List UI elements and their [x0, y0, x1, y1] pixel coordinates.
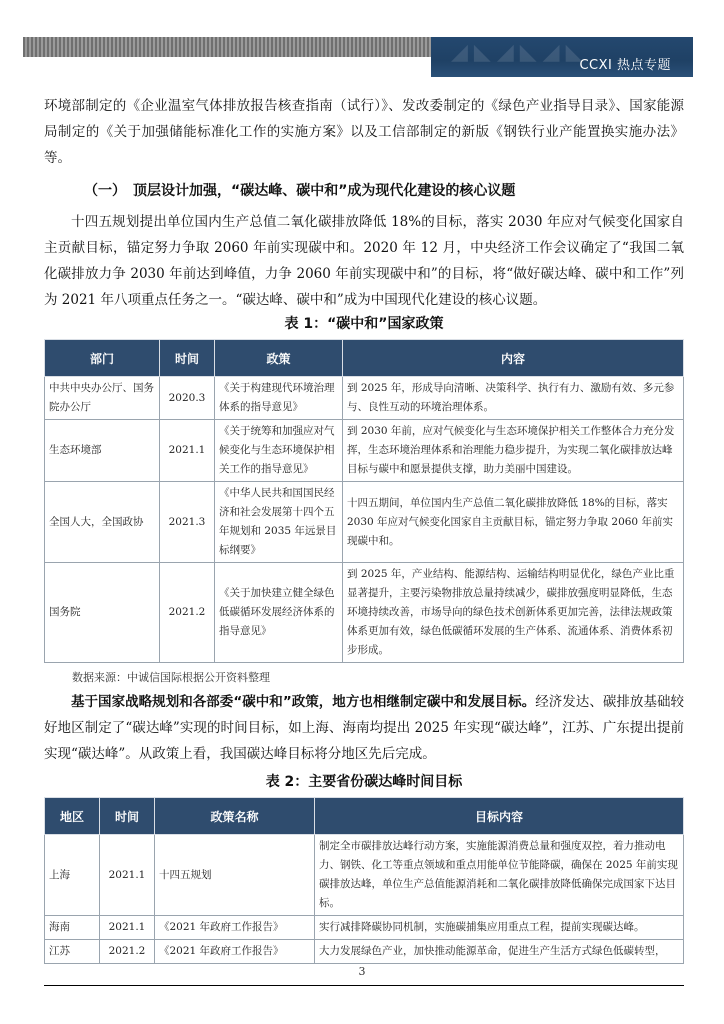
table-row — [45, 563, 684, 663]
table1-source: 数据来源：中诚信国际根据公开资料整理 — [72, 671, 270, 684]
table-cell-region: 上海 — [45, 835, 100, 916]
table1-header-cell: 部门 — [45, 340, 160, 377]
regional-lead: 基于国家战略规划和各部委“碳中和”政策，地方也相继制定碳中和发展目标。 — [71, 694, 536, 710]
table2-header-cell: 目标内容 — [315, 798, 684, 835]
table-cell-content: 到 2025 年，产业结构、能源结构、运输结构明显优化，绿色产业比重显著提升，主要污染物排放总量持续减少，碳排放强度明显降低，生态环境持续改善，市场导向的绿色技术创新体系更加完善，法律法规政策体系更加有效，绿色低碳循环发展的生产体系、流通体系、消费体系初步形成。 — [343, 563, 684, 663]
table-cell-dept: 国务院 — [45, 563, 160, 663]
table2 — [44, 797, 684, 964]
section-paragraph: 十四五规划提出单位国内生产总值二氧化碳排放降低 18%的目标，落实 2030 年应对气候变化国家自主贡献目标，锚定努力争取 2060 年前实现碳中和。2020 年 12 月，中央经济工作会议确定了“我国二氧化碳排放力争 2030 年前达到峰值，力争 2060 年前实现碳中和”的目标，将“做好碳达峰、碳中和工作”列为 2021 年八项重点任务之一。“碳达峰、碳中和”成为中国现代化建设的核心议题。 — [44, 214, 684, 308]
section-heading: （一） 顶层设计加强，“碳达峰、碳中和”成为现代化建设的核心议题 — [84, 183, 516, 199]
header-brand — [431, 37, 693, 77]
table-row — [45, 916, 684, 940]
page-number: 3 — [358, 965, 366, 978]
table-cell-policy: 《2021 年政府工作报告》 — [155, 940, 315, 964]
table-cell-content: 到 2025 年，形成导向清晰、决策科学、执行有力、激励有效、多元参与、良性互动的环境治理体系。 — [343, 377, 684, 420]
brand-label: CCXI 热点专题 — [579, 58, 671, 73]
table-row — [45, 420, 684, 482]
table-cell-content: 实行减排降碳协同机制，实施碳捕集应用重点工程，提前实现碳达峰。 — [315, 916, 684, 940]
table-cell-date: 2021.3 — [160, 482, 215, 563]
table-row — [45, 482, 684, 563]
table-cell-policy: 《关于统筹和加强应对气候变化与生态环境保护相关工作的指导意见》 — [215, 420, 343, 482]
table2-header-cell: 时间 — [100, 798, 155, 835]
table1-caption: 表 1：“碳中和”国家政策 — [284, 316, 444, 332]
table-cell-region: 海南 — [45, 916, 100, 940]
table-cell-dept: 中共中央办公厅、国务院办公厅 — [45, 377, 160, 420]
table-cell-dept: 生态环境部 — [45, 420, 160, 482]
intro-paragraph: 环境部制定的《企业温室气体排放报告核查指南（试行）》、发改委制定的《绿色产业指导目录》、国家能源局制定的《关于加强储能标准化工作的实施方案》以及工信部制定的新版《钢铁行业产能置换实施办法》等。 — [44, 98, 684, 166]
table1 — [44, 339, 684, 663]
table-cell-dept: 全国人大，全国政协 — [45, 482, 160, 563]
regional-rest: 经济发达、碳排放基础较好地区制定了“碳达峰”实现的时间目标，如上海、海南均提出 2025 年实现“碳达峰”，江苏、广东提出提前实现“碳达峰”。从政策上看，我国碳达峰目标将分地区先后完成。 — [44, 694, 684, 762]
table-cell-date: 2020.3 — [160, 377, 215, 420]
table-cell-content: 到 2030 年前，应对气候变化与生态环境保护相关工作整体合力充分发挥，生态环境治理体系和治理能力稳步提升，为实现二氧化碳排放达峰目标与碳中和愿景提供支撑，助力美丽中国建设。 — [343, 420, 684, 482]
table2-header-cell: 政策名称 — [155, 798, 315, 835]
table-cell-content: 十四五期间，单位国内生产总值二氧化碳排放降低 18%的目标，落实 2030 年应对气候变化国家自主贡献目标，锚定努力争取 2060 年前实现碳中和。 — [343, 482, 684, 563]
page-content — [44, 93, 684, 964]
table-cell-content: 大力发展绿色产业，加快推动能源革命，促进生产生活方式绿色低碳转型， — [315, 940, 684, 964]
table-cell-content: 制定全市碳排放达峰行动方案，实施能源消费总量和强度双控，着力推动电力、钢铁、化工等重点领域和重点用能单位节能降碳，确保在 2025 年前实现碳排放达峰，单位生产总值能源消耗和二氧化碳排放降低确保完成国家下达目标。 — [315, 835, 684, 916]
table2-header-cell: 地区 — [45, 798, 100, 835]
regional-paragraph — [44, 689, 684, 767]
table-cell-policy: 十四五规划 — [155, 835, 315, 916]
header-stripe — [23, 37, 431, 57]
table-cell-policy: 《中华人民共和国国民经济和社会发展第十四个五年规划和 2035 年远景目标纲要》 — [215, 482, 343, 563]
table-cell-date: 2021.1 — [100, 835, 155, 916]
table-row — [45, 377, 684, 420]
header-brand-pattern: ◢◣◢◣◢◣ — [451, 40, 589, 65]
table-cell-date: 2021.1 — [100, 916, 155, 940]
table1-header-cell: 政策 — [215, 340, 343, 377]
table-row — [45, 835, 684, 916]
table1-header-cell: 内容 — [343, 340, 684, 377]
table1-header-row — [45, 340, 684, 377]
page-divider — [44, 985, 684, 986]
table-cell-date: 2021.1 — [160, 420, 215, 482]
table-cell-policy: 《关于加快建立健全绿色低碳循环发展经济体系的指导意见》 — [215, 563, 343, 663]
table2-caption: 表 2：主要省份碳达峰时间目标 — [265, 774, 463, 790]
table-cell-region: 江苏 — [45, 940, 100, 964]
table1-header-cell: 时间 — [160, 340, 215, 377]
table-cell-policy: 《关于构建现代环境治理体系的指导意见》 — [215, 377, 343, 420]
table-row — [45, 940, 684, 964]
header-bar — [23, 37, 693, 77]
table2-header-row — [45, 798, 684, 835]
table-cell-policy: 《2021 年政府工作报告》 — [155, 916, 315, 940]
table-cell-date: 2021.2 — [100, 940, 155, 964]
table-cell-date: 2021.2 — [160, 563, 215, 663]
